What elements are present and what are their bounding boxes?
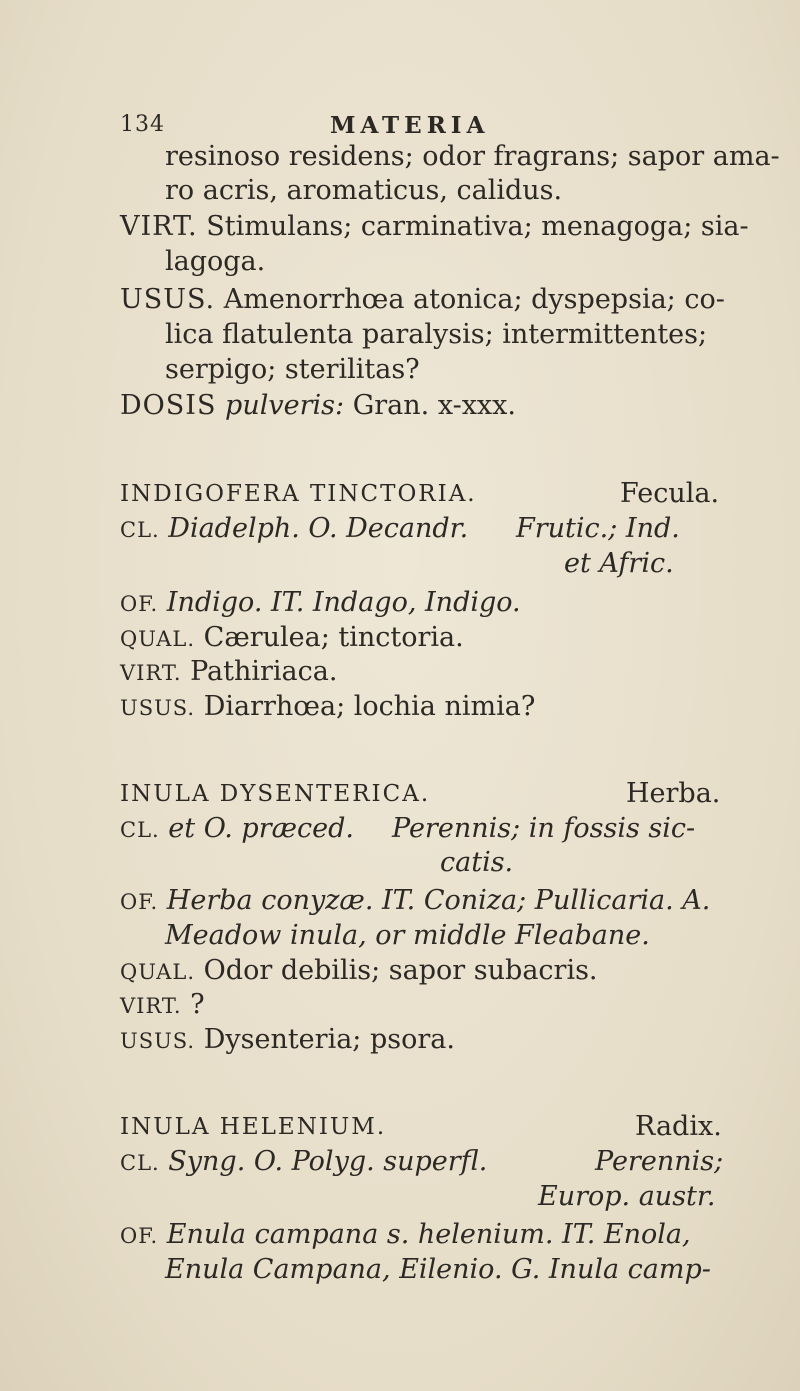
virt-text: Pathiriaca. [190,656,338,687]
text-line [120,389,516,423]
text-line: ro acris, aromaticus, calidus. [165,175,563,206]
text-line [120,1218,691,1253]
text-line: lagoga. [165,246,266,277]
cl-label: CL. [120,1151,160,1175]
of-text: Herba conyzæ. IT. Coniza; Pullicaria. A. [166,885,711,916]
usus-label: USUS. [120,284,216,315]
text-line [120,884,710,919]
usus-text: Diarrhœa; lochia nimia? [203,691,536,722]
dosis-label: DOSIS [120,390,217,421]
text-line [120,812,354,847]
of-text: Enula campana s. helenium. IT. Enola, [166,1219,691,1250]
text-line [120,1145,487,1180]
text-line [120,283,725,317]
text-line: Meadow inula, or middle Fleabane. [165,920,650,951]
text-line [120,655,337,690]
virt-text: Stimulans; carminativa; menagoga; sia- [206,211,749,242]
of-label: OF. [120,890,159,914]
usus-label: USUS. [120,1029,196,1053]
entry-title: INULA HELENIUM. [120,1114,387,1140]
virt-label: VIRT. [120,661,182,685]
page-number: 134 [120,112,165,137]
virt-text: ? [190,989,205,1020]
cl-right-2: et Afric. [564,548,674,579]
text-line [120,210,749,244]
text-line [120,690,535,725]
cl-text: Syng. O. Polyg. superfl. [168,1146,488,1177]
usus-label: USUS. [120,696,196,720]
virt-label: VIRT. [120,994,182,1018]
text-line [120,954,598,989]
entry-title: INULA DYSENTERICA. [120,781,431,807]
text-line [120,512,468,547]
cl-right-2: Europ. austr. [538,1181,716,1212]
dosis-text: Gran. x-xxx. [352,390,516,421]
text-line: lica flatulenta paralysis; intermittentes; [165,319,708,350]
text-line: resinoso residens; odor fragrans; sapor ama- [165,141,780,172]
text-line: serpigo; sterilitas? [165,354,420,385]
of-text: Indigo. IT. Indago, Indigo. [166,587,521,618]
text-line [120,586,521,621]
entry-part: Fecula. [620,478,720,509]
cl-right: Perennis; [595,1146,724,1177]
text-line [120,988,205,1023]
qual-label: QUAL. [120,960,196,984]
entry-part: Herba. [626,778,721,809]
of-label: OF. [120,592,159,616]
of-label: OF. [120,1224,159,1248]
cl-right: Perennis; in fossis sic- [392,813,696,844]
usus-text: Dysenteria; psora. [203,1024,455,1055]
cl-label: CL. [120,518,160,542]
qual-label: QUAL. [120,627,196,651]
cl-right-2: catis. [440,847,514,878]
entry-title: INDIGOFERA TINCTORIA. [120,481,477,507]
cl-text: Diadelph. O. Decandr. [168,513,469,544]
text-line: Enula Campana, Eilenio. G. Inula camp- [165,1254,711,1285]
entry-part: Radix. [635,1111,722,1142]
text-line [120,621,464,656]
qual-text: Odor debilis; sapor subacris. [203,955,598,986]
qual-text: Cærulea; tinctoria. [203,622,464,653]
text-line [120,1023,455,1058]
usus-text: Amenorrhœa atonica; dyspepsia; co- [223,284,725,315]
virt-label: VIRT. [120,211,198,242]
running-title: MATERIA [330,112,490,139]
cl-text: et O. præced. [168,813,354,844]
dosis-italic: pulveris: [225,390,345,421]
cl-label: CL. [120,818,160,842]
cl-right: Frutic.; Ind. [516,513,680,544]
